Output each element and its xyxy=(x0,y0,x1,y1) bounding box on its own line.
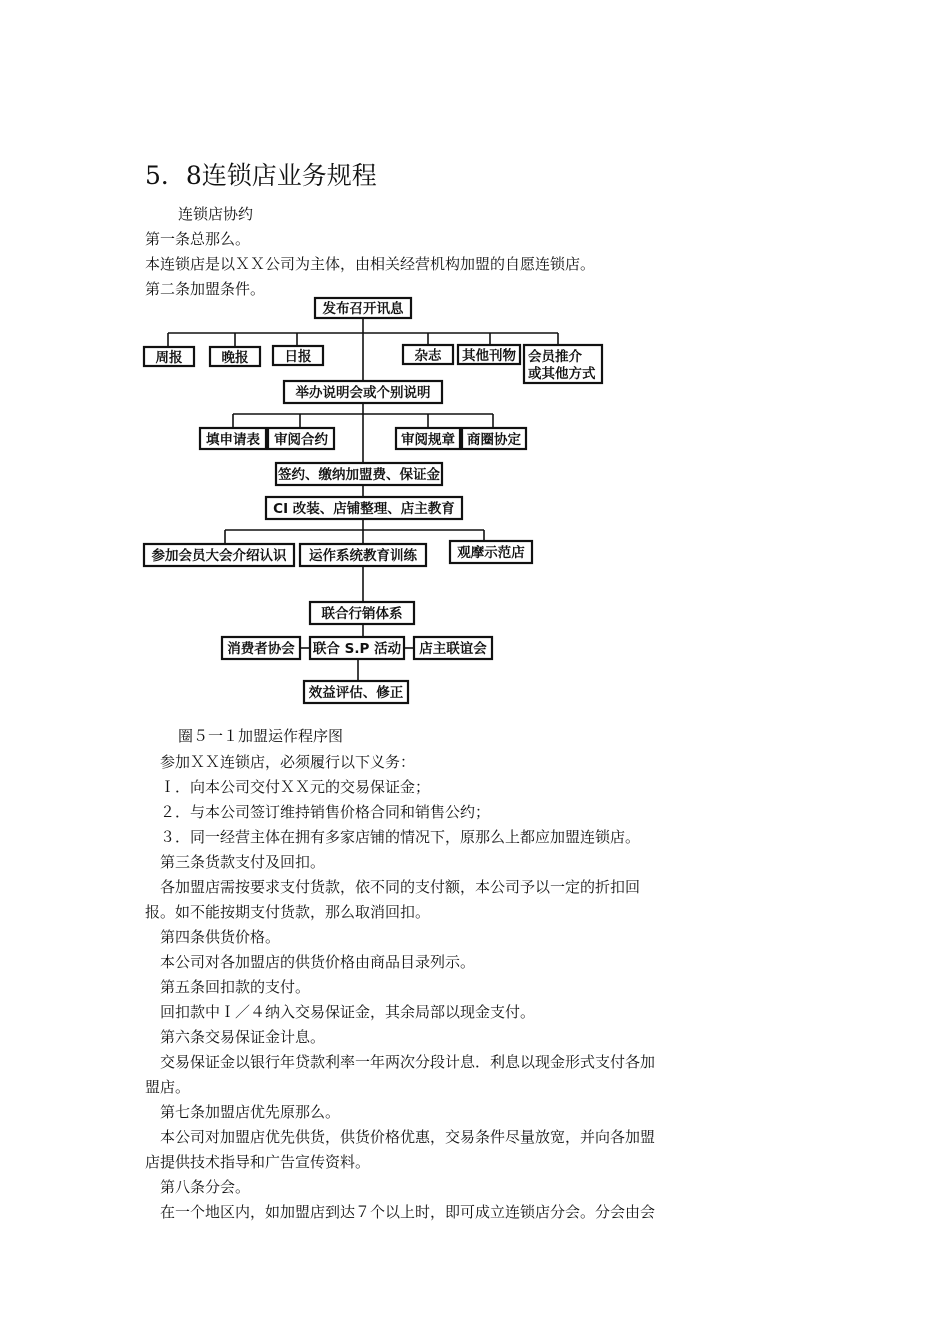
svg-text:CI 改装、店铺整理、店主教育: CI 改装、店铺整理、店主教育 xyxy=(273,501,455,517)
box-joint-marketing xyxy=(310,602,414,624)
svg-text:签约、缴纳加盟费、保证金: 签约、缴纳加盟费、保证金 xyxy=(278,467,440,483)
svg-text:填申请表: 填申请表 xyxy=(206,432,260,448)
svg-text:消费者协会: 消费者协会 xyxy=(227,641,295,657)
svg-text:审阅合约: 审阅合约 xyxy=(274,432,328,448)
paragraph: 盟店。 xyxy=(145,1078,191,1096)
svg-text:店主联谊会: 店主联谊会 xyxy=(419,641,487,657)
paragraph: 本公司对加盟店优先供货，供货价格优惠，交易条件尽量放宽，并向各加盟 xyxy=(160,1128,656,1146)
box-evaluation xyxy=(304,681,408,703)
box-training xyxy=(300,544,426,566)
paragraph: 交易保证金以银行年贷款利率一年两次分段计息．利息以现金形式支付各加 xyxy=(160,1053,656,1071)
box-review-rules xyxy=(396,428,460,449)
box-model-store xyxy=(450,541,532,563)
svg-text:参加会员大会介绍认识: 参加会员大会介绍认识 xyxy=(151,548,287,564)
svg-text:审阅规章: 审阅规章 xyxy=(401,432,455,448)
svg-text:晚报: 晚报 xyxy=(221,350,249,366)
box-sp-activity xyxy=(310,637,404,659)
box-daily xyxy=(273,346,323,365)
svg-text:或其他方式: 或其他方式 xyxy=(528,366,596,382)
paragraph: 本公司对各加盟店的供货价格由商品目录列示。 xyxy=(160,953,476,971)
paragraph: 在一个地区内，如加盟店到达７个以上时，即可成立连锁店分会。分会由会 xyxy=(160,1203,656,1221)
box-evening xyxy=(210,347,260,366)
list-item: ２．与本公司签订维持销售价格合同和销售公约； xyxy=(160,803,491,821)
svg-text:周报: 周报 xyxy=(155,350,183,366)
svg-text:日报: 日报 xyxy=(284,349,312,365)
svg-text:杂志: 杂志 xyxy=(414,348,442,364)
paragraph: 第一条总那么。 xyxy=(145,230,251,248)
box-weekly xyxy=(144,347,194,366)
article-heading: 第三条货款支付及回扣。 xyxy=(160,853,326,871)
page-title: 5．8连锁店业务规程 xyxy=(145,161,377,190)
svg-text:观摩示范店: 观摩示范店 xyxy=(457,545,525,561)
paragraph: 本连锁店是以ＸＸ公司为主体，由相关经营机构加盟的自愿连锁店。 xyxy=(145,255,596,273)
box-member-referral xyxy=(524,345,602,383)
box-fill-form xyxy=(200,428,266,449)
svg-text:举办说明会或个别说明: 举办说明会或个别说明 xyxy=(295,385,431,401)
figure-caption: 圈５一１加盟运作程序图 xyxy=(178,727,344,745)
list-item: Ｉ．向本公司交付ＸＸ元的交易保证金； xyxy=(160,778,431,796)
svg-text:效益评估、修正: 效益评估、修正 xyxy=(308,685,404,701)
paragraph: 报。如不能按期支付货款，那么取消回扣。 xyxy=(145,903,431,921)
subheading: 连锁店协约 xyxy=(178,205,254,223)
article-heading: 第五条回扣款的支付。 xyxy=(160,978,311,996)
paragraph: 参加ＸＸ连锁店，必须履行以下义务： xyxy=(160,753,416,771)
box-sign-contract xyxy=(276,463,442,485)
box-consumer-association xyxy=(222,637,300,659)
article-heading: 第六条交易保证金计息。 xyxy=(160,1028,326,1046)
box-magazine xyxy=(403,345,453,364)
paragraph: 第二条加盟条件。 xyxy=(145,280,266,298)
svg-text:运作系统教育训练: 运作系统教育训练 xyxy=(309,548,417,564)
article-heading: 第八条分会。 xyxy=(160,1178,251,1196)
svg-text:发布召开讯息: 发布召开讯息 xyxy=(322,301,404,317)
box-briefing xyxy=(284,381,442,403)
box-review-contract xyxy=(268,428,334,449)
paragraph: 回扣款中Ｉ／４纳入交易保证金，其余局部以现金支付。 xyxy=(160,1003,536,1021)
paragraph: 店提供技术指导和广告宣传资料。 xyxy=(145,1153,371,1171)
box-member-meeting xyxy=(144,544,294,566)
paragraph: 各加盟店需按要求支付货款，依不同的支付额，本公司予以一定的折扣回 xyxy=(160,878,641,896)
list-item: ３．同一经营主体在拥有多家店铺的情况下，原那么上都应加盟连锁店。 xyxy=(160,828,641,846)
box-territory xyxy=(462,428,526,449)
svg-text:联合 S.P 活动: 联合 S.P 活动 xyxy=(312,641,402,657)
article-heading: 第四条供货价格。 xyxy=(160,928,281,946)
article-heading: 第七条加盟店优先原那么。 xyxy=(160,1103,341,1121)
box-announce xyxy=(315,298,411,318)
box-owner-social xyxy=(414,637,492,659)
box-ci-renovation xyxy=(266,497,462,519)
box-other-publications xyxy=(458,345,520,364)
svg-text:商圈协定: 商圈协定 xyxy=(467,432,521,448)
svg-text:会员推介: 会员推介 xyxy=(528,349,582,365)
svg-text:联合行销体系: 联合行销体系 xyxy=(321,606,403,622)
svg-text:其他刊物: 其他刊物 xyxy=(462,348,516,364)
